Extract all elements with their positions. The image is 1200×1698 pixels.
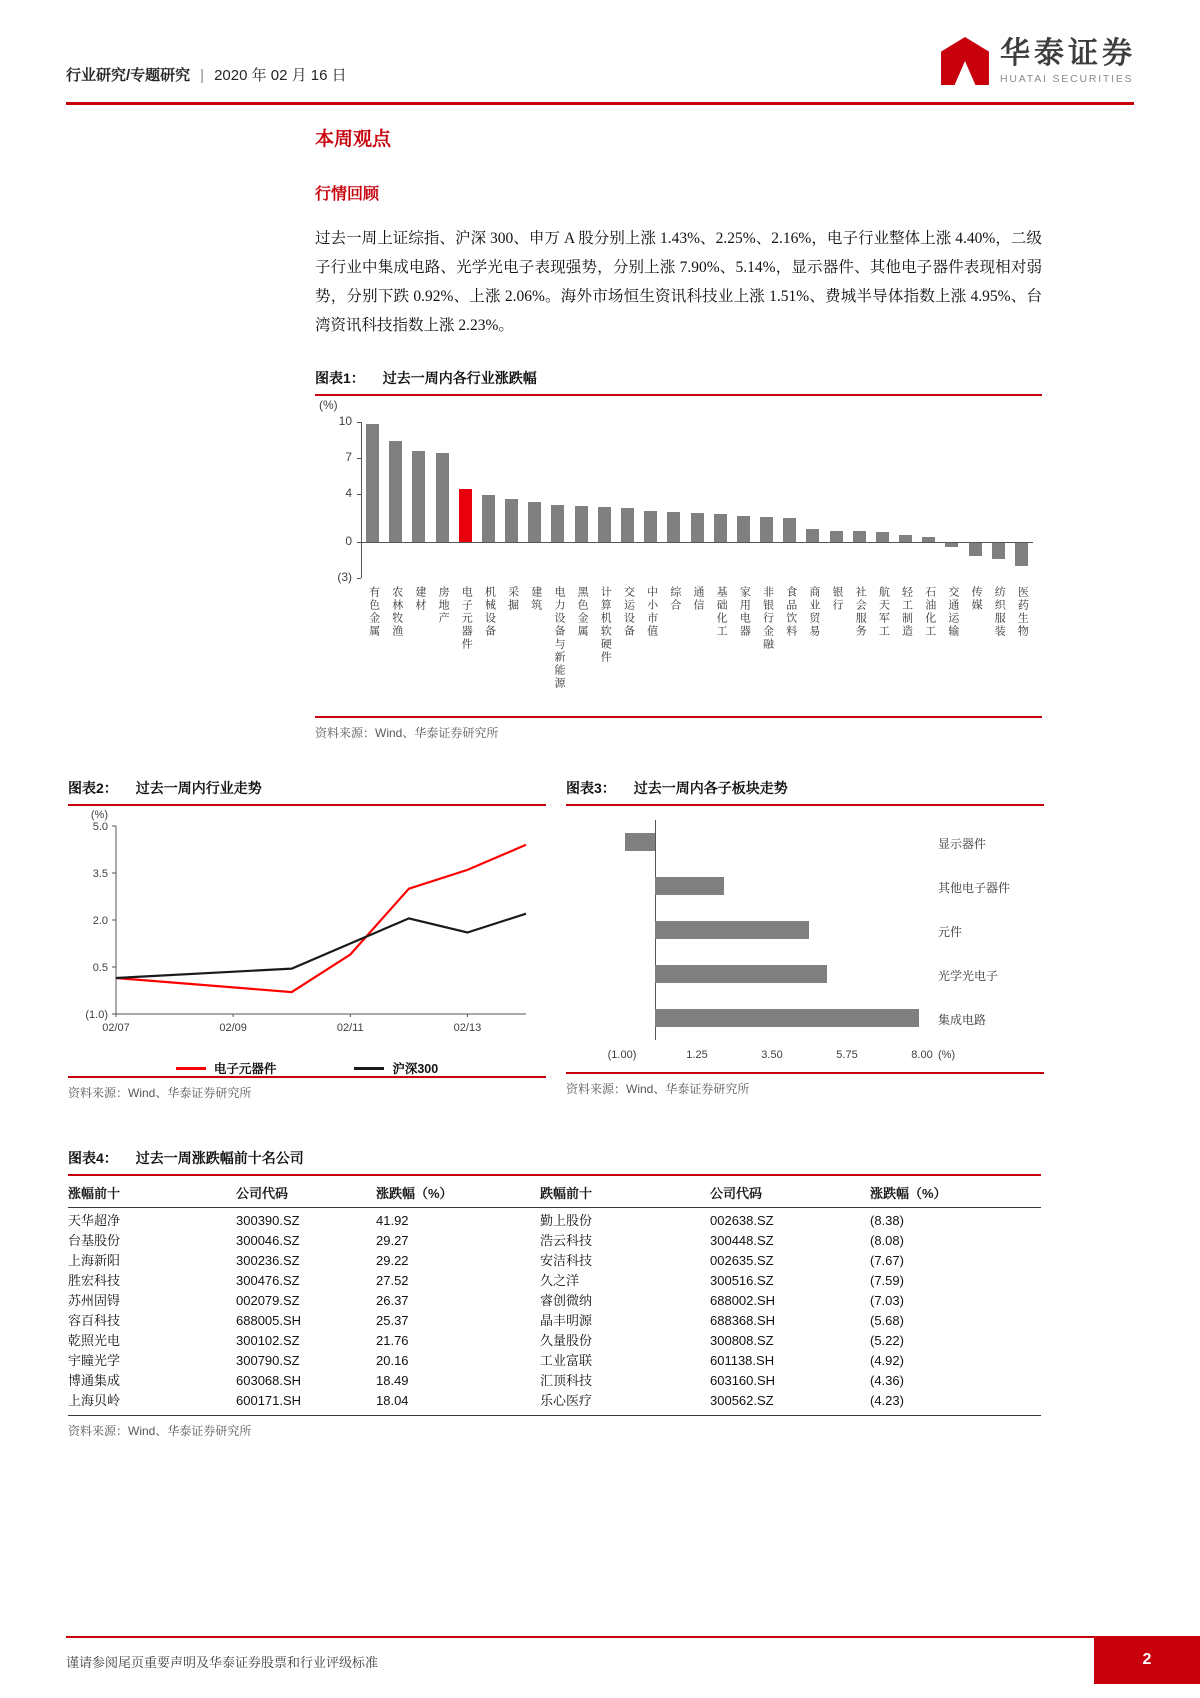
category-label: 交通运输 — [946, 586, 959, 638]
bar — [655, 877, 724, 895]
bar — [830, 531, 843, 542]
brand-text — [1000, 37, 1136, 85]
table-cell: (7.59) — [870, 1273, 904, 1288]
top-movers-table-header — [68, 1176, 1041, 1208]
axis-tick-label: 4 — [345, 486, 352, 500]
category-label: 房地产 — [437, 586, 450, 625]
category-label: 建材 — [413, 586, 426, 612]
figure3-label: 图表3： — [566, 780, 616, 796]
bar — [625, 833, 656, 851]
table-cell: 宇瞳光学 — [68, 1353, 121, 1368]
table-cell: 乾照光电 — [68, 1333, 121, 1348]
market-review-paragraph: 过去一周上证综指、沪深 300、申万 A 股分别上涨 1.43%、2.25%、2.16%，电子行业整体上涨 4.40%，二级子行业中集成电路、光学光电子表现强势，分别上涨 7.90%、5.14%，显示器件、其他电子器件表现相对弱势，分别下跌 0.92%、上涨 2.06%。海外市场恒生资讯科技业上涨 1.51%、费城半导体指数上涨 4.95%、台湾资讯科技指数上涨 2.23%。 — [315, 230, 1042, 334]
bar — [482, 495, 495, 542]
figure1-source: 资料来源：Wind、华泰证券研究所 — [315, 716, 1042, 741]
figure4-source: 资料来源：Wind、华泰证券研究所 — [68, 1424, 252, 1438]
figure1-title-text: 过去一周内各行业涨跌幅 — [382, 370, 537, 386]
table-cell: (8.08) — [870, 1233, 904, 1248]
zero-line — [361, 542, 1033, 543]
brand-name-cn: 华泰证券 — [1000, 37, 1136, 70]
page-number-badge — [1094, 1636, 1200, 1684]
header-meta — [66, 64, 347, 85]
table-cell: (7.67) — [870, 1253, 904, 1268]
sector-trend-line-chart — [68, 806, 546, 1074]
table-cell: 勤上股份 — [540, 1213, 593, 1228]
report-date: 2020 年 02 月 16 日 — [214, 67, 347, 84]
legend-label: 电子元器件 — [213, 1062, 277, 1076]
table-cell: (5.22) — [870, 1333, 904, 1348]
figure4-title-text: 过去一周涨跌幅前十名公司 — [135, 1150, 304, 1166]
chart-x-axis-label: (%) — [938, 1049, 956, 1061]
bar — [412, 451, 425, 542]
table-cell: 300562.SZ — [710, 1393, 774, 1408]
brand-name-en: HUATAI SECURITIES — [1000, 73, 1134, 85]
category-label: 食品饮料 — [784, 586, 797, 638]
table-row — [68, 1351, 1041, 1371]
category-label: 航天军工 — [877, 586, 890, 638]
bar — [876, 532, 889, 542]
table-cell: 300236.SZ — [236, 1253, 300, 1268]
bar — [667, 512, 680, 542]
line-chart-svg — [68, 806, 546, 1046]
table-cell: 603068.SH — [236, 1373, 302, 1388]
axis-tick-label: 7 — [345, 450, 352, 464]
table-header-cell: 跌幅前十 — [540, 1186, 593, 1201]
category-label: 集成电路 — [938, 1013, 987, 1027]
legend-label: 沪深300 — [392, 1062, 439, 1076]
table-cell: (7.03) — [870, 1293, 904, 1308]
bar — [899, 535, 912, 542]
table-cell: 601138.SH — [710, 1353, 775, 1368]
table-cell: 18.04 — [376, 1393, 409, 1408]
brand-logo — [940, 36, 1136, 86]
table-cell: (8.38) — [870, 1213, 904, 1228]
axis-tick-label: 5.75 — [836, 1049, 858, 1061]
category-label: 机械设备 — [483, 586, 496, 638]
axis-tick-label: 02/13 — [453, 1022, 482, 1034]
chart-legend — [68, 1057, 546, 1079]
figure2-label: 图表2： — [68, 780, 118, 796]
figure1-title — [315, 368, 1042, 396]
bar — [655, 921, 808, 939]
section-subtitle: 行情回顾 — [315, 186, 380, 203]
table-cell: 安洁科技 — [540, 1253, 593, 1268]
page-number: 2 — [1142, 1651, 1152, 1668]
table-cell: 300516.SZ — [710, 1273, 774, 1288]
category-label: 医药生物 — [1016, 586, 1029, 638]
bar — [945, 543, 958, 547]
table-cell: 29.22 — [376, 1253, 409, 1268]
bar — [992, 543, 1005, 559]
table-cell: 容百科技 — [68, 1313, 121, 1328]
table-cell: 002635.SZ — [710, 1253, 774, 1268]
table-cell: 25.37 — [376, 1313, 409, 1328]
table-row — [68, 1291, 1041, 1311]
category-label: 电力设备与新能源 — [552, 586, 565, 690]
bar — [505, 499, 518, 542]
bar — [621, 508, 634, 542]
figure3-title-text: 过去一周内各子板块走势 — [633, 780, 788, 796]
bar — [598, 507, 611, 542]
axis-tick-label: 8.00 — [911, 1049, 933, 1061]
figure4-title — [68, 1148, 1041, 1176]
category-label: 农林牧渔 — [390, 586, 403, 638]
axis-tick-label: (1.0) — [85, 1009, 108, 1021]
bar — [655, 1009, 918, 1027]
axis-tick — [357, 578, 361, 579]
bar — [691, 513, 704, 542]
bar — [389, 441, 402, 542]
category-label: 光学光电子 — [938, 969, 999, 983]
table-row — [68, 1231, 1041, 1251]
table-cell: 胜宏科技 — [68, 1273, 121, 1288]
table-cell: (5.68) — [870, 1313, 904, 1328]
top-movers-table — [68, 1208, 1041, 1416]
category-label: 计算机软硬件 — [599, 586, 612, 664]
category-label: 家用电器 — [738, 586, 751, 638]
figure3-panel — [566, 778, 1044, 1097]
category-label: 通信 — [692, 586, 704, 612]
figure4-panel — [68, 1148, 1041, 1439]
figure1-label: 图表1： — [315, 370, 365, 386]
table-cell: 18.49 — [376, 1373, 409, 1388]
table-cell: 睿创微纳 — [540, 1293, 593, 1308]
category-label: 采掘 — [506, 586, 519, 612]
category-label: 电子元器件 — [460, 586, 473, 651]
category-label: 建筑 — [529, 586, 542, 612]
bar — [783, 518, 796, 542]
table-cell: 21.76 — [376, 1333, 409, 1348]
bar — [806, 529, 819, 542]
table-cell: 20.16 — [376, 1353, 409, 1368]
figure2-source: 资料来源：Wind、华泰证券研究所 — [68, 1076, 546, 1101]
category-label: 其他电子器件 — [938, 881, 1011, 895]
table-cell: 天华超净 — [68, 1213, 121, 1228]
table-cell: 002079.SZ — [236, 1293, 300, 1308]
report-category: 行业研究/专题研究 — [66, 67, 191, 84]
table-cell: 台基股份 — [68, 1233, 121, 1248]
table-cell: 603160.SH — [710, 1373, 776, 1388]
bar — [575, 506, 588, 542]
category-label: 传媒 — [970, 586, 983, 612]
category-label: 轻工制造 — [900, 586, 913, 638]
figure2-title — [68, 778, 546, 806]
table-cell: 300390.SZ — [236, 1213, 300, 1228]
axis-tick-label: 0.5 — [92, 962, 108, 974]
bar — [366, 424, 379, 542]
table-cell: 久量股份 — [540, 1333, 593, 1348]
table-row — [68, 1211, 1041, 1231]
table-cell: 41.92 — [376, 1213, 409, 1228]
series-line — [116, 914, 526, 978]
axis-tick-label: 02/11 — [336, 1022, 364, 1034]
figure1-panel — [315, 368, 1042, 741]
bar — [644, 511, 657, 542]
category-label: 银行 — [831, 586, 844, 612]
table-cell: 300808.SZ — [710, 1333, 774, 1348]
table-cell: 688002.SH — [710, 1293, 776, 1308]
legend-line-swatch — [354, 1067, 384, 1070]
bar — [969, 543, 982, 556]
category-label: 交运设备 — [622, 586, 635, 638]
table-cell: 688005.SH — [236, 1313, 302, 1328]
category-label: 显示器件 — [938, 837, 987, 851]
table-cell: 300448.SZ — [710, 1233, 774, 1248]
chart-y-axis-label: (%) — [90, 809, 108, 821]
bar — [1015, 543, 1028, 566]
table-cell: (4.36) — [870, 1373, 904, 1388]
table-cell: 300046.SZ — [236, 1233, 300, 1248]
bar — [459, 489, 472, 542]
category-label: 中小市值 — [645, 586, 658, 638]
industry-bar-chart — [315, 396, 1042, 714]
bar — [436, 453, 449, 542]
figure4-label: 图表4： — [68, 1150, 118, 1166]
axis-tick-label: (1.00) — [607, 1049, 637, 1061]
table-row — [68, 1371, 1041, 1391]
bar — [737, 516, 750, 542]
table-header-cell: 涨幅前十 — [68, 1186, 121, 1201]
chart-y-axis-label: (%) — [319, 398, 338, 412]
legend-item — [354, 1059, 438, 1077]
legend-item — [176, 1059, 277, 1077]
table-header-cell: 涨跌幅（%） — [870, 1186, 947, 1201]
axis-tick-label: 2.0 — [92, 915, 108, 927]
table-cell: 乐心医疗 — [540, 1393, 593, 1408]
category-label: 基础化工 — [715, 586, 728, 638]
table-row — [68, 1271, 1041, 1291]
header-divider: | — [200, 67, 205, 84]
category-label: 有色金属 — [367, 586, 380, 638]
table-header-cell: 公司代码 — [236, 1186, 289, 1201]
table-row — [68, 1251, 1041, 1271]
figure2-panel — [68, 778, 546, 1101]
footer-rule — [66, 1636, 1200, 1638]
figure3-title — [566, 778, 1044, 806]
y-axis-line — [361, 422, 362, 578]
figure2-title-text: 过去一周内行业走势 — [135, 780, 262, 796]
table-cell: 300790.SZ — [236, 1353, 300, 1368]
table-cell: 002638.SZ — [710, 1213, 774, 1228]
bar — [922, 537, 935, 542]
table-cell: 上海新阳 — [68, 1253, 121, 1268]
category-label: 综合 — [668, 586, 681, 612]
section-title: 本周观点 — [315, 129, 392, 150]
axis-tick-label: 3.5 — [92, 868, 108, 880]
bar — [528, 502, 541, 542]
table-cell: 300476.SZ — [236, 1273, 300, 1288]
table-cell: 汇顶科技 — [540, 1373, 593, 1388]
category-label: 纺织服装 — [993, 586, 1006, 638]
series-line — [116, 845, 526, 992]
table-cell: 29.27 — [376, 1233, 409, 1248]
header-rule — [66, 102, 1134, 105]
axis-tick-label: 02/07 — [102, 1022, 130, 1034]
axis-tick-label: 0 — [345, 534, 352, 548]
category-label: 元件 — [938, 925, 963, 939]
axis-tick-label: (3) — [337, 570, 352, 584]
table-cell: 688368.SH — [710, 1313, 776, 1328]
bar — [551, 505, 564, 542]
axis-tick-label: 3.50 — [761, 1049, 783, 1061]
axis-tick-label: 5.0 — [92, 821, 108, 833]
category-label: 非银行金融 — [761, 586, 774, 651]
legend-line-swatch — [176, 1067, 206, 1070]
footer-disclaimer: 谨请参阅尾页重要声明及华泰证券股票和行业评级标准 — [66, 1655, 379, 1670]
table-cell: 苏州固锝 — [68, 1293, 121, 1308]
category-label: 黑色金属 — [576, 586, 589, 638]
bar — [714, 514, 727, 542]
line-chart-plot — [68, 806, 546, 1051]
table-cell: 工业富联 — [540, 1353, 593, 1368]
table-cell: 晶丰明源 — [540, 1313, 593, 1328]
category-label: 石油化工 — [923, 586, 936, 638]
subsector-bar-chart — [566, 806, 1044, 1070]
table-header-cell: 公司代码 — [710, 1186, 763, 1201]
table-row — [68, 1331, 1041, 1351]
table-cell: 久之洋 — [540, 1273, 580, 1288]
huatai-logo-icon — [940, 36, 990, 86]
figure3-source: 资料来源：Wind、华泰证券研究所 — [566, 1072, 1044, 1097]
table-cell: 27.52 — [376, 1273, 409, 1288]
table-row — [68, 1391, 1041, 1411]
category-label: 社会服务 — [854, 586, 867, 638]
table-header-cell: 涨跌幅（%） — [376, 1186, 453, 1201]
category-label: 商业贸易 — [807, 586, 820, 638]
table-cell: 300102.SZ — [236, 1333, 300, 1348]
table-cell: 26.37 — [376, 1293, 409, 1308]
table-cell: (4.92) — [870, 1353, 904, 1368]
table-cell: 上海贝岭 — [68, 1393, 121, 1408]
bar — [853, 531, 866, 542]
table-cell: 博通集成 — [68, 1373, 121, 1388]
bar — [655, 965, 826, 983]
axis-tick-label: 1.25 — [686, 1049, 708, 1061]
axis-tick-label: 02/09 — [219, 1022, 247, 1034]
table-cell: (4.23) — [870, 1393, 904, 1408]
table-row — [68, 1311, 1041, 1331]
table-cell: 600171.SH — [236, 1393, 302, 1408]
axis-tick-label: 10 — [338, 414, 352, 428]
bar — [760, 517, 773, 542]
table-cell: 浩云科技 — [540, 1233, 593, 1248]
